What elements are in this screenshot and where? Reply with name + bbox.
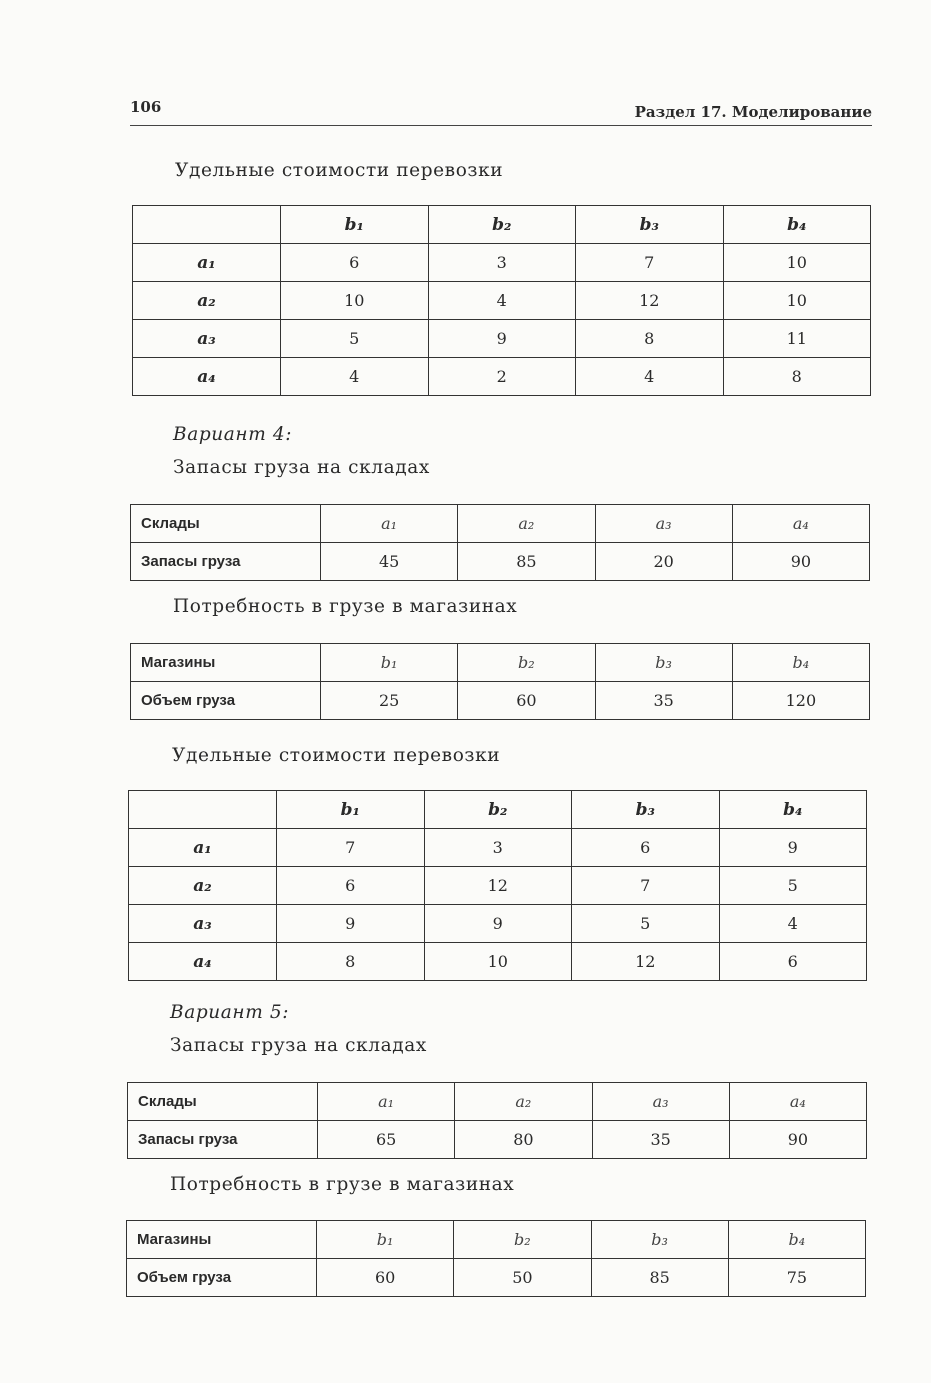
cost-cell: 10 xyxy=(723,282,871,320)
cost-cell: 7 xyxy=(277,829,425,867)
cost-cell: 5 xyxy=(572,905,720,943)
cost-cell: 12 xyxy=(424,867,572,905)
column-header: a₄ xyxy=(732,505,869,543)
cost-cell: 2 xyxy=(428,358,576,396)
cost-cell: 6 xyxy=(572,829,720,867)
stock-table-v4 xyxy=(130,504,870,581)
column-header: b₁ xyxy=(277,791,425,829)
column-header: a₁ xyxy=(321,505,458,543)
header-rule xyxy=(130,125,872,126)
corner-cell xyxy=(133,206,281,244)
demand-table-v4 xyxy=(130,643,870,720)
column-header: a₂ xyxy=(455,1083,592,1121)
cost-cell: 12 xyxy=(572,943,720,981)
column-header: a₁ xyxy=(318,1083,455,1121)
header-label: Магазины xyxy=(127,1221,317,1259)
cost-matrix-border xyxy=(279,242,863,392)
cost-cell: 8 xyxy=(277,943,425,981)
column-header: b₁ xyxy=(321,644,458,682)
value-cell: 45 xyxy=(321,543,458,581)
cost-cell: 7 xyxy=(572,867,720,905)
cost-cell: 8 xyxy=(723,358,871,396)
variant-4-heading: Вариант 4: xyxy=(173,424,293,445)
column-header: b₄ xyxy=(728,1221,865,1259)
value-cell: 85 xyxy=(591,1259,728,1297)
cost-cell: 12 xyxy=(576,282,724,320)
value-cell: 75 xyxy=(728,1259,865,1297)
value-cell: 35 xyxy=(592,1121,729,1159)
row-label: Объем груза xyxy=(127,1259,317,1297)
cost-cell: 10 xyxy=(281,282,429,320)
row-header: a₂ xyxy=(133,282,281,320)
table-row xyxy=(128,1121,867,1159)
value-cell: 20 xyxy=(595,543,732,581)
cost-cell: 10 xyxy=(723,244,871,282)
value-cell: 60 xyxy=(317,1259,454,1297)
cost-matrix-border xyxy=(275,827,859,977)
column-header: b₄ xyxy=(723,206,871,244)
row-header: a₂ xyxy=(129,867,277,905)
row-label: Объем груза xyxy=(131,682,321,720)
column-header: b₃ xyxy=(595,644,732,682)
row-header: a₄ xyxy=(133,358,281,396)
cost-cell: 9 xyxy=(719,829,867,867)
cost-cell: 4 xyxy=(428,282,576,320)
value-cell: 25 xyxy=(321,682,458,720)
demand-title-v5: Потребность в грузе в магазинах xyxy=(170,1174,515,1195)
stock-title-v5: Запасы груза на складах xyxy=(170,1035,427,1056)
cost-cell: 4 xyxy=(719,905,867,943)
cost-title-1: Удельные стоимости перевозки xyxy=(175,160,504,181)
header-label: Склады xyxy=(131,505,321,543)
column-header: b₄ xyxy=(732,644,869,682)
table-row xyxy=(131,543,870,581)
column-header: b₂ xyxy=(428,206,576,244)
section-title: Раздел 17. Моделирование xyxy=(634,103,872,121)
cost-cell: 6 xyxy=(719,943,867,981)
column-header: b₁ xyxy=(281,206,429,244)
value-cell: 120 xyxy=(732,682,869,720)
cost-cell: 9 xyxy=(428,320,576,358)
value-cell: 80 xyxy=(455,1121,592,1159)
value-cell: 90 xyxy=(732,543,869,581)
stock-title-v4: Запасы груза на складах xyxy=(173,457,430,478)
cost-cell: 4 xyxy=(576,358,724,396)
cost-cell: 6 xyxy=(277,867,425,905)
cost-cell: 3 xyxy=(428,244,576,282)
cost-cell: 11 xyxy=(723,320,871,358)
demand-title-v4: Потребность в грузе в магазинах xyxy=(173,596,518,617)
column-header: b₃ xyxy=(576,206,724,244)
value-cell: 85 xyxy=(458,543,595,581)
row-label: Запасы груза xyxy=(131,543,321,581)
cost-cell: 9 xyxy=(277,905,425,943)
value-cell: 65 xyxy=(318,1121,455,1159)
column-header: b₁ xyxy=(317,1221,454,1259)
page-number: 106 xyxy=(130,98,162,116)
value-cell: 60 xyxy=(458,682,595,720)
row-header: a₄ xyxy=(129,943,277,981)
value-cell: 35 xyxy=(595,682,732,720)
column-header: b₂ xyxy=(454,1221,591,1259)
column-header: b₂ xyxy=(424,791,572,829)
header-label: Склады xyxy=(128,1083,318,1121)
cost-cell: 9 xyxy=(424,905,572,943)
column-header: a₂ xyxy=(458,505,595,543)
cost-cell: 3 xyxy=(424,829,572,867)
demand-table-v5 xyxy=(126,1220,866,1297)
row-header: a₃ xyxy=(133,320,281,358)
stock-table-v5 xyxy=(127,1082,867,1159)
row-header: a₃ xyxy=(129,905,277,943)
column-header: a₃ xyxy=(592,1083,729,1121)
value-cell: 90 xyxy=(729,1121,866,1159)
column-header: a₄ xyxy=(729,1083,866,1121)
column-header: b₂ xyxy=(458,644,595,682)
cost-cell: 5 xyxy=(719,867,867,905)
table-row xyxy=(131,682,870,720)
row-header: a₁ xyxy=(129,829,277,867)
row-header: a₁ xyxy=(133,244,281,282)
cost-cell: 8 xyxy=(576,320,724,358)
corner-cell xyxy=(129,791,277,829)
cost-cell: 4 xyxy=(281,358,429,396)
cost-cell: 7 xyxy=(576,244,724,282)
cost-cell: 6 xyxy=(281,244,429,282)
column-header: b₃ xyxy=(572,791,720,829)
row-label: Запасы груза xyxy=(128,1121,318,1159)
cost-title-v4: Удельные стоимости перевозки xyxy=(172,745,501,766)
cost-cell: 10 xyxy=(424,943,572,981)
value-cell: 50 xyxy=(454,1259,591,1297)
table-row xyxy=(127,1259,866,1297)
header-label: Магазины xyxy=(131,644,321,682)
column-header: b₃ xyxy=(591,1221,728,1259)
cost-cell: 5 xyxy=(281,320,429,358)
variant-5-heading: Вариант 5: xyxy=(170,1002,290,1023)
column-header: b₄ xyxy=(719,791,867,829)
column-header: a₃ xyxy=(595,505,732,543)
